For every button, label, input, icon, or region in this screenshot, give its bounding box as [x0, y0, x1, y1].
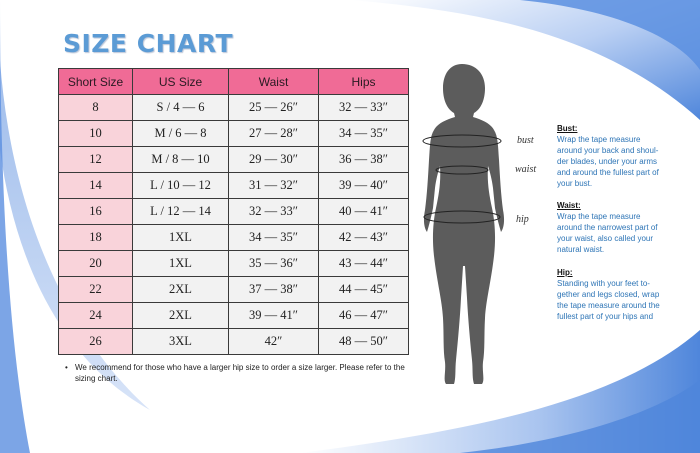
cell-waist: 29 — 30″ [229, 147, 319, 173]
cell-waist: 27 — 28″ [229, 121, 319, 147]
table-row [59, 225, 409, 251]
cell-hips: 32 — 33″ [319, 95, 409, 121]
silhouette-body [424, 64, 504, 384]
bust-instruction-line: your bust. [557, 179, 593, 188]
table-row [59, 95, 409, 121]
column-header-hips: Hips [319, 69, 409, 95]
cell-us-size: M / 8 — 10 [133, 147, 229, 173]
cell-hips: 40 — 41″ [319, 199, 409, 225]
bust-heading: Bust: [557, 124, 578, 133]
cell-waist: 34 — 35″ [229, 225, 319, 251]
cell-us-size: 1XL [133, 225, 229, 251]
table-row [59, 147, 409, 173]
column-header-waist: Waist [229, 69, 319, 95]
cell-hips: 44 — 45″ [319, 277, 409, 303]
waist-heading: Waist: [557, 201, 581, 210]
cell-waist: 25 — 26″ [229, 95, 319, 121]
cell-short-size: 22 [59, 277, 133, 303]
cell-hips: 46 — 47″ [319, 303, 409, 329]
waist-instruction-line: your waist, also called your [557, 234, 654, 243]
bust-instruction-line: Wrap the tape measure [557, 135, 641, 144]
cell-short-size: 12 [59, 147, 133, 173]
cell-short-size: 14 [59, 173, 133, 199]
cell-waist: 39 — 41″ [229, 303, 319, 329]
table-row [59, 277, 409, 303]
cell-us-size: S / 4 — 6 [133, 95, 229, 121]
cell-hips: 43 — 44″ [319, 251, 409, 277]
cell-us-size: M / 6 — 8 [133, 121, 229, 147]
table-row [59, 199, 409, 225]
hip-instruction-line: the tape measure around the [557, 301, 660, 310]
hip-instructions [557, 267, 692, 322]
waist-label: waist [515, 164, 537, 175]
cell-short-size: 8 [59, 95, 133, 121]
cell-short-size: 18 [59, 225, 133, 251]
waist-instruction-line: around the narrowest part of [557, 223, 658, 232]
table-row [59, 303, 409, 329]
cell-us-size: 3XL [133, 329, 229, 355]
cell-waist: 35 — 36″ [229, 251, 319, 277]
cell-us-size: 1XL [133, 251, 229, 277]
body-silhouette-figure [410, 60, 520, 390]
hip-label: hip [516, 214, 529, 225]
sizing-note-text: We recommend for those who have a larger hip size to order a size larger. Please refer to the sizing chart. [75, 363, 405, 383]
cell-us-size: 2XL [133, 277, 229, 303]
column-header-us-size: US Size [133, 69, 229, 95]
cell-waist: 42″ [229, 329, 319, 355]
cell-hips: 39 — 40″ [319, 173, 409, 199]
hip-instruction-line: fullest part of your hips and [557, 312, 654, 321]
cell-waist: 31 — 32″ [229, 173, 319, 199]
cell-us-size: L / 12 — 14 [133, 199, 229, 225]
cell-hips: 48 — 50″ [319, 329, 409, 355]
table-header-row [59, 69, 409, 95]
hip-heading: Hip: [557, 268, 573, 277]
column-header-short-size: Short Size [59, 69, 133, 95]
bust-instruction-line: and around the fullest part of [557, 168, 659, 177]
waist-instruction-line: Wrap the tape measure [557, 212, 641, 221]
cell-hips: 42 — 43″ [319, 225, 409, 251]
cell-us-size: 2XL [133, 303, 229, 329]
bullet-icon: • [65, 363, 68, 372]
bust-instruction-line: around your back and shoul- [557, 146, 659, 155]
cell-waist: 37 — 38″ [229, 277, 319, 303]
table-row [59, 173, 409, 199]
bust-label: bust [517, 135, 534, 146]
hip-instruction-line: gether and legs closed, wrap [557, 290, 660, 299]
bust-instruction-line: der blades, under your arms [557, 157, 658, 166]
sizing-note [65, 362, 415, 384]
cell-us-size: L / 10 — 12 [133, 173, 229, 199]
table-row [59, 121, 409, 147]
cell-waist: 32 — 33″ [229, 199, 319, 225]
cell-short-size: 26 [59, 329, 133, 355]
waist-instructions [557, 200, 692, 255]
cell-hips: 34 — 35″ [319, 121, 409, 147]
waist-instruction-line: natural waist. [557, 245, 605, 254]
cell-short-size: 20 [59, 251, 133, 277]
cell-short-size: 24 [59, 303, 133, 329]
cell-short-size: 16 [59, 199, 133, 225]
page-title: SIZE CHART [63, 29, 234, 58]
bust-instructions [557, 123, 692, 189]
table-row [59, 329, 409, 355]
hip-instruction-line: Standing with your feet to- [557, 279, 650, 288]
cell-hips: 36 — 38″ [319, 147, 409, 173]
table-row [59, 251, 409, 277]
size-chart-table [58, 68, 409, 355]
cell-short-size: 10 [59, 121, 133, 147]
